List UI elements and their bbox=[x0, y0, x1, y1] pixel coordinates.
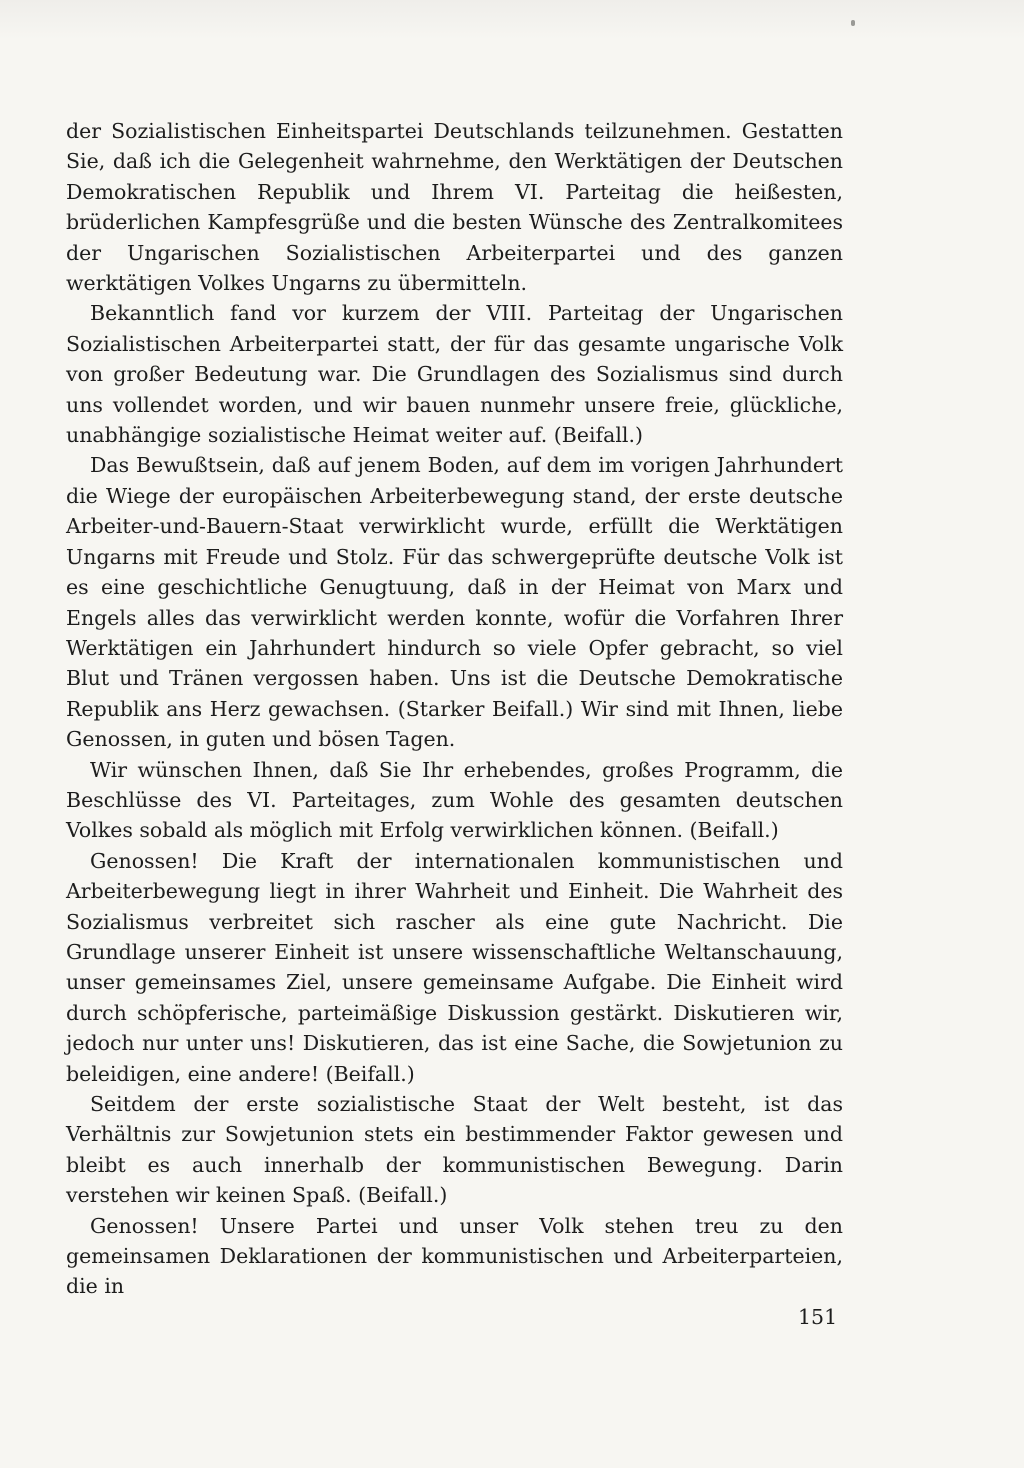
paper-speck bbox=[851, 20, 855, 26]
paragraph-3: Das Bewußtsein, daß auf jenem Boden, auf dem im vorigen Jahrhundert die Wiege der europäischen Arbeiterbewegung stand, der erste deutsche Arbeiter-und-Bauern-Staat verwirklicht wurde, erfüllt die Werktätigen Ungarns mit Freude und Stolz. Für das schwergeprüfte deutsche Volk ist es eine geschichtliche Genugtuung, daß in der Heimat von Marx und Engels alles das verwirklicht werden konnte, wofür die Vorfahren Ihrer Werktätigen ein Jahrhundert hindurch so viele Opfer gebracht, so viel Blut und Tränen vergossen haben. Uns ist die Deutsche Demokratische Republik ans Herz gewachsen. (Starker Beifall.) Wir sind mit Ihnen, liebe Genossen, in guten und bösen Tagen. bbox=[66, 453, 843, 752]
paragraph-5: Genossen! Die Kraft der internationalen kommunistischen und Arbeiterbewegung liegt in ihrer Wahrheit und Einheit. Die Wahrheit des Sozialismus verbreitet sich rascher als eine gute Nachricht. Die Grundlage unserer Einheit ist unsere wissenschaftliche Weltanschauung, unser gemeinsames Ziel, unsere gemeinsame Aufgabe. Die Einheit wird durch schöpferische, parteimäßige Diskussion gestärkt. Diskutieren wir, jedoch nur unter uns! Diskutieren, das ist eine Sache, die Sowjetunion zu beleidigen, eine andere! (Beifall.) bbox=[66, 848, 843, 1086]
paragraph-2: Bekanntlich fand vor kurzem der VIII. Parteitag der Ungarischen Sozialistischen Arbeiterpartei statt, der für das gesamte ungarische Volk von großer Bedeutung war. Die Grundlagen des Sozialismus sind durch uns vollendet worden, und wir bauen nunmehr unsere freie, glückliche, unabhängige sozialistische Heimat weiter auf. (Beifall.) bbox=[66, 301, 843, 448]
paragraph-7: Genossen! Unsere Partei und unser Volk stehen treu zu den gemeinsamen Deklarationen der kommunistischen und Arbeiterparteien, die in bbox=[66, 1213, 843, 1299]
body-text bbox=[66, 116, 843, 1302]
paragraph-1: der Sozialistischen Einheitspartei Deutschlands teilzunehmen. Gestatten Sie, daß ich die Gelegenheit wahrnehme, den Werktätigen der Deutschen Demokratischen Republik und Ihrem VI. Parteitag die heißesten, brüderlichen Kampfesgrüße und die besten Wünsche des Zentralkomitees der Ungarischen Sozialistischen Arbeiterpartei und des ganzen werktätigen Volkes Ungarns zu übermitteln. bbox=[66, 119, 843, 296]
paragraph-6: Seitdem der erste sozialistische Staat der Welt besteht, ist das Verhältnis zur Sowjetunion stets ein bestimmender Faktor gewesen und bleibt es auch innerhalb der kommunistischen Bewegung. Darin verstehen wir keinen Spaß. (Beifall.) bbox=[66, 1092, 843, 1208]
paragraph-4: Wir wünschen Ihnen, daß Sie Ihr erhebendes, großes Programm, die Beschlüsse des VI. Parteitages, zum Wohle des gesamten deutschen Volkes sobald als möglich mit Erfolg verwirklichen können. (Beifall.) bbox=[66, 757, 843, 843]
page-number: 151 bbox=[798, 1305, 838, 1329]
